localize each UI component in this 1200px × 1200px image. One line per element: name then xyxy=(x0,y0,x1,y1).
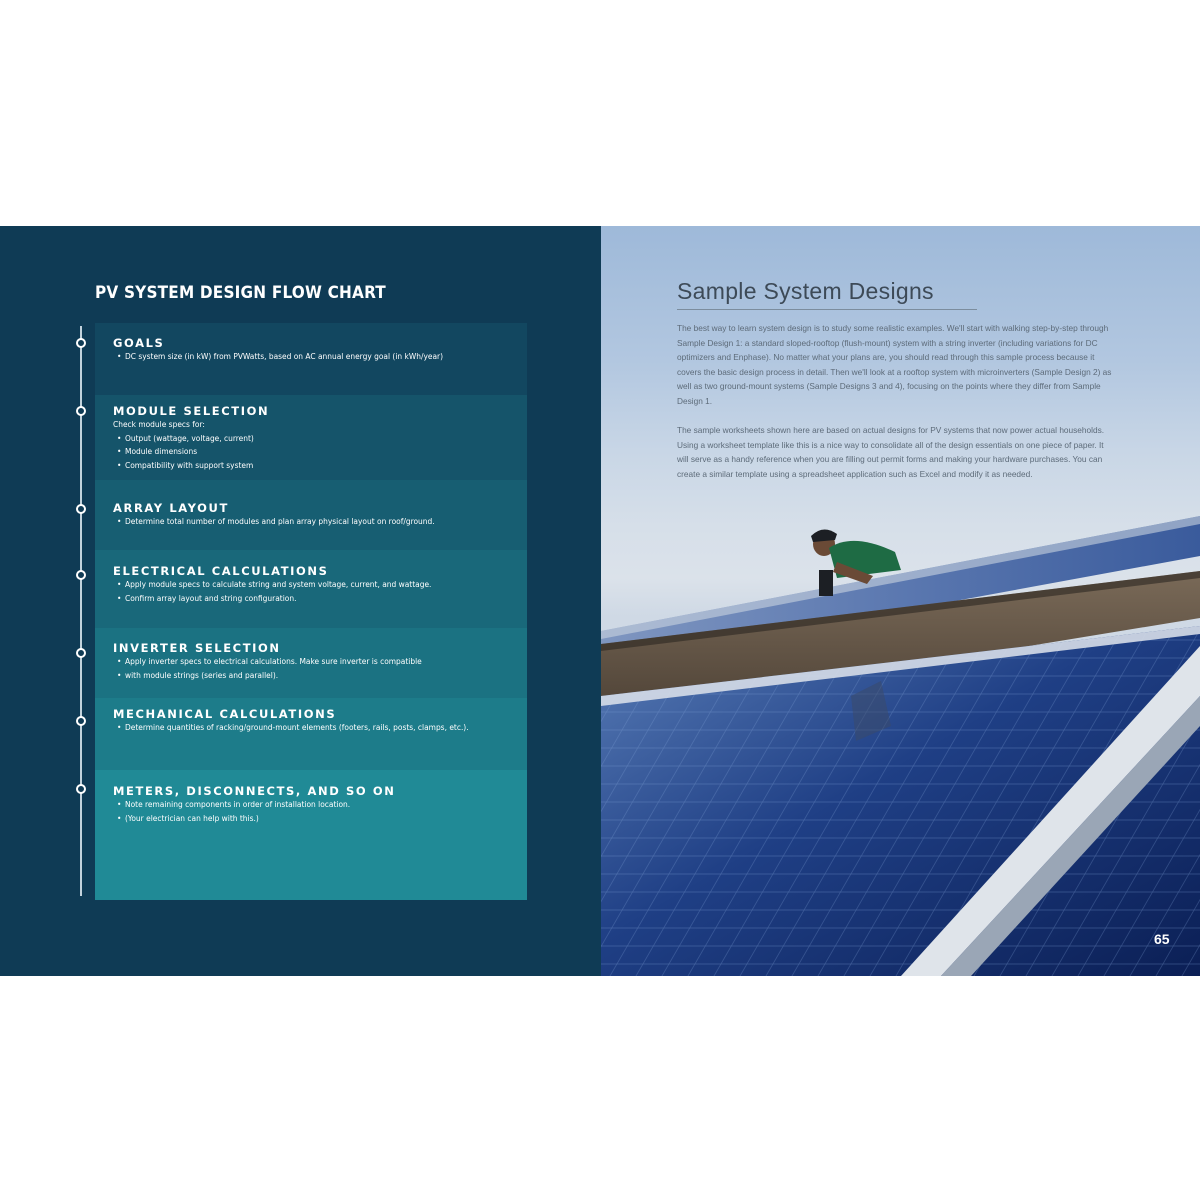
step-title: GOALS xyxy=(113,336,165,350)
article-paragraph: The best way to learn system design is to study some realistic examples. We'll start with walking step-by-step through Sample Design 1: a standard sloped-rooftop (flush-mount) system with a string inverter (including variations for DC optimizers and Enphase). No matter what your plans are, you should read through this sample process because it covers the basic design process in detail. Then we'll look at a rooftop system with microinverters (Sample Design 2) as well as two ground-mount systems (Sample Designs 3 and 4), focusing on the points where they differ from Sample Design 1. xyxy=(677,323,1112,406)
right-page xyxy=(601,226,1200,976)
step-bullet: • Note remaining components in order of installation location. xyxy=(125,798,350,812)
step-electrical-calculations xyxy=(95,550,527,628)
timeline-node xyxy=(76,784,86,794)
step-body xyxy=(113,721,469,735)
step-mechanical-calculations xyxy=(95,698,527,770)
article-paragraph: The sample worksheets shown here are based on actual designs for PV systems that now power actual households. Using a worksheet template like this is a nice way to consolidate all of the design essentials on one piece of paper. It will serve as a handy reference when you are filling out permit forms and making your hardware purchases. You can create a similar template using a spreadsheet application such as Excel and modify it as needed. xyxy=(677,425,1105,479)
timeline-node xyxy=(76,338,86,348)
step-module-selection xyxy=(95,395,527,480)
step-body xyxy=(113,418,254,472)
step-note: Check module specs for: xyxy=(113,419,205,429)
article-title: Sample System Designs xyxy=(677,278,934,304)
timeline-node xyxy=(76,406,86,416)
step-title: MECHANICAL CALCULATIONS xyxy=(113,707,337,721)
timeline-node xyxy=(76,570,86,580)
flow-chart-box xyxy=(95,323,527,900)
step-title: ARRAY LAYOUT xyxy=(113,501,229,515)
step-body xyxy=(113,350,443,364)
page-number: 65 xyxy=(1154,931,1170,947)
step-body xyxy=(113,655,422,682)
timeline-node xyxy=(76,648,86,658)
step-title: METERS, DISCONNECTS, AND SO ON xyxy=(113,784,396,798)
left-page xyxy=(0,226,601,976)
step-bullet: • Module dimensions xyxy=(125,445,254,459)
timeline-node xyxy=(76,504,86,514)
step-bullet: • Determine quantities of racking/ground-mount elements (footers, rails, posts, clamps, etc.). xyxy=(125,721,469,735)
flow-chart-title: PV SYSTEM DESIGN FLOW CHART xyxy=(95,283,386,303)
step-bullet: • Output (wattage, voltage, current) xyxy=(125,432,254,446)
step-title: INVERTER SELECTION xyxy=(113,641,281,655)
step-bullet: • DC system size (in kW) from PVWatts, based on AC annual energy goal (in kWh/year) xyxy=(125,350,443,364)
step-body xyxy=(113,798,350,825)
step-body xyxy=(113,515,435,529)
step-title: ELECTRICAL CALCULATIONS xyxy=(113,564,329,578)
timeline-node xyxy=(76,716,86,726)
step-bullet: • Compatibility with support system xyxy=(125,459,254,473)
step-bullet: • Apply inverter specs to electrical calculations. Make sure inverter is compatible xyxy=(125,655,422,669)
title-divider xyxy=(677,309,977,310)
book-spread xyxy=(0,226,1200,976)
step-goals xyxy=(95,323,527,395)
step-bullet: • Determine total number of modules and plan array physical layout on roof/ground. xyxy=(125,515,435,529)
step-bullet-continuation: • with module strings (series and parallel). xyxy=(125,669,422,683)
step-bullet: • Confirm array layout and string configuration. xyxy=(125,592,431,606)
step-inverter-selection xyxy=(95,628,527,698)
step-array-layout xyxy=(95,480,527,550)
step-bullet-continuation: • (Your electrician can help with this.) xyxy=(125,812,350,826)
step-body xyxy=(113,578,431,605)
step-meters-disconnects xyxy=(95,770,527,900)
step-bullet: • Apply module specs to calculate string and system voltage, current, and wattage. xyxy=(125,578,431,592)
step-title: MODULE SELECTION xyxy=(113,404,270,418)
